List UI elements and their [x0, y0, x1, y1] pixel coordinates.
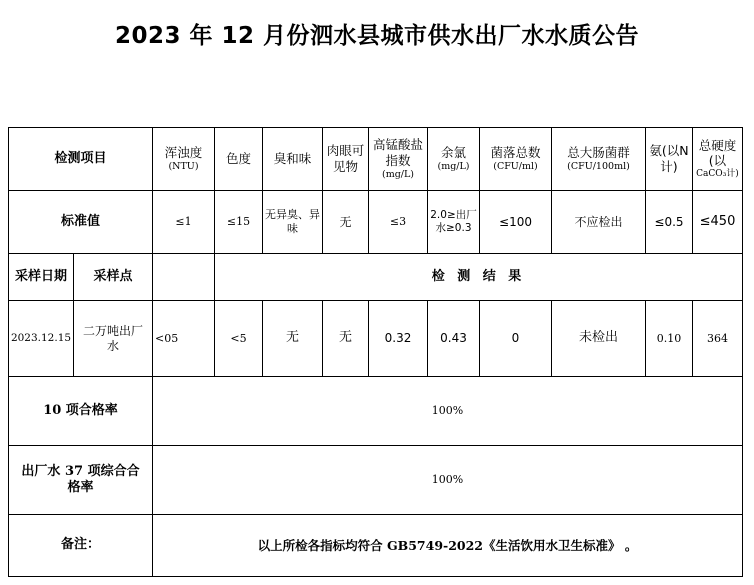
result-row: [9, 301, 743, 377]
col-unit: (CFU/ml): [493, 160, 538, 172]
header-row: [9, 128, 743, 191]
col-unit: CaCO₃计): [696, 169, 739, 179]
col-unit: (CFU/100ml): [567, 160, 630, 172]
col-name: 肉眼可见物: [326, 143, 365, 174]
sample-point: 二万吨出厂水: [82, 323, 143, 353]
pass-rate-10-value: 100%: [153, 377, 743, 446]
remark-row: [9, 515, 743, 577]
col-name: 高锰酸盐指数: [372, 137, 423, 169]
pass-rate-10-row: [9, 377, 743, 446]
pass-rate-37-row: [9, 446, 743, 515]
standard-value: ≤1: [153, 191, 215, 254]
item-label: 检测项目: [9, 128, 153, 191]
col-name: 菌落总数: [490, 145, 541, 161]
water-quality-table: [8, 127, 743, 577]
col-ammonia: [646, 128, 693, 191]
col-hardness: [693, 128, 743, 191]
col-turbidity: [153, 128, 215, 191]
result-value: 未检出: [552, 301, 646, 377]
result-value: 364: [693, 301, 743, 377]
result-sample: [9, 301, 153, 377]
col-name: 臭和味: [273, 151, 312, 167]
result-value: <05: [153, 301, 215, 377]
standard-value: ≤3: [369, 191, 428, 254]
col-unit: (NTU): [168, 160, 199, 172]
standard-value: 无: [323, 191, 369, 254]
remark-label: 备注：: [9, 515, 153, 577]
col-coliform: [552, 128, 646, 191]
standard-value: ≤100: [480, 191, 552, 254]
result-value: 0: [480, 301, 552, 377]
pass-rate-37-label: 出厂水 37 项综合合格率: [9, 446, 153, 515]
col-unit: (mg/L): [437, 160, 470, 172]
col-name: 余氯: [440, 145, 466, 161]
result-value: <5: [215, 301, 263, 377]
col-permanganate: [369, 128, 428, 191]
col-colony: [480, 128, 552, 191]
standard-value: 2.0≥出厂水≥0.3: [428, 191, 480, 254]
sample-date: 2023.12.15: [9, 301, 74, 376]
sampling-header-row: [9, 254, 743, 301]
pass-rate-37-value: 100%: [153, 446, 743, 515]
col-chlorine: [428, 128, 480, 191]
sampling-labels: [9, 254, 153, 301]
remark-text: 以上所检各指标均符合 GB5749-2022《生活饮用水卫生标准》 。: [153, 515, 743, 577]
col-name: 总硬度(以: [698, 137, 737, 169]
date-label: 采样日期: [9, 254, 74, 300]
result-value: 无: [263, 301, 323, 377]
standard-row: [9, 191, 743, 254]
empty-cell: [153, 254, 215, 301]
standard-value: 无异臭、异味: [263, 191, 323, 254]
standard-label: 标准值: [9, 191, 153, 254]
col-unit: (mg/L): [381, 168, 414, 180]
col-name: 色度: [225, 151, 251, 167]
page-title: 2023 年 12 月份泗水县城市供水出厂水水质公告: [114, 23, 640, 49]
pass-rate-10-label: 10 项合格率: [9, 377, 153, 446]
result-value: 0.32: [369, 301, 428, 377]
standard-value: ≤15: [215, 191, 263, 254]
point-label: 采样点: [93, 268, 133, 284]
result-value: 0.10: [646, 301, 693, 377]
col-name: 总大肠菌群: [567, 145, 630, 161]
standard-value: 不应检出: [552, 191, 646, 254]
result-value: 无: [323, 301, 369, 377]
col-color: [215, 128, 263, 191]
col-name: 浑浊度: [164, 145, 203, 161]
result-value: 0.43: [428, 301, 480, 377]
col-name: 氨(以N计): [649, 143, 689, 174]
col-odor: [263, 128, 323, 191]
results-label: 检 测 结 果: [215, 254, 743, 301]
col-visible: [323, 128, 369, 191]
standard-value: ≤0.5: [646, 191, 693, 254]
standard-value: ≤450: [693, 191, 743, 254]
